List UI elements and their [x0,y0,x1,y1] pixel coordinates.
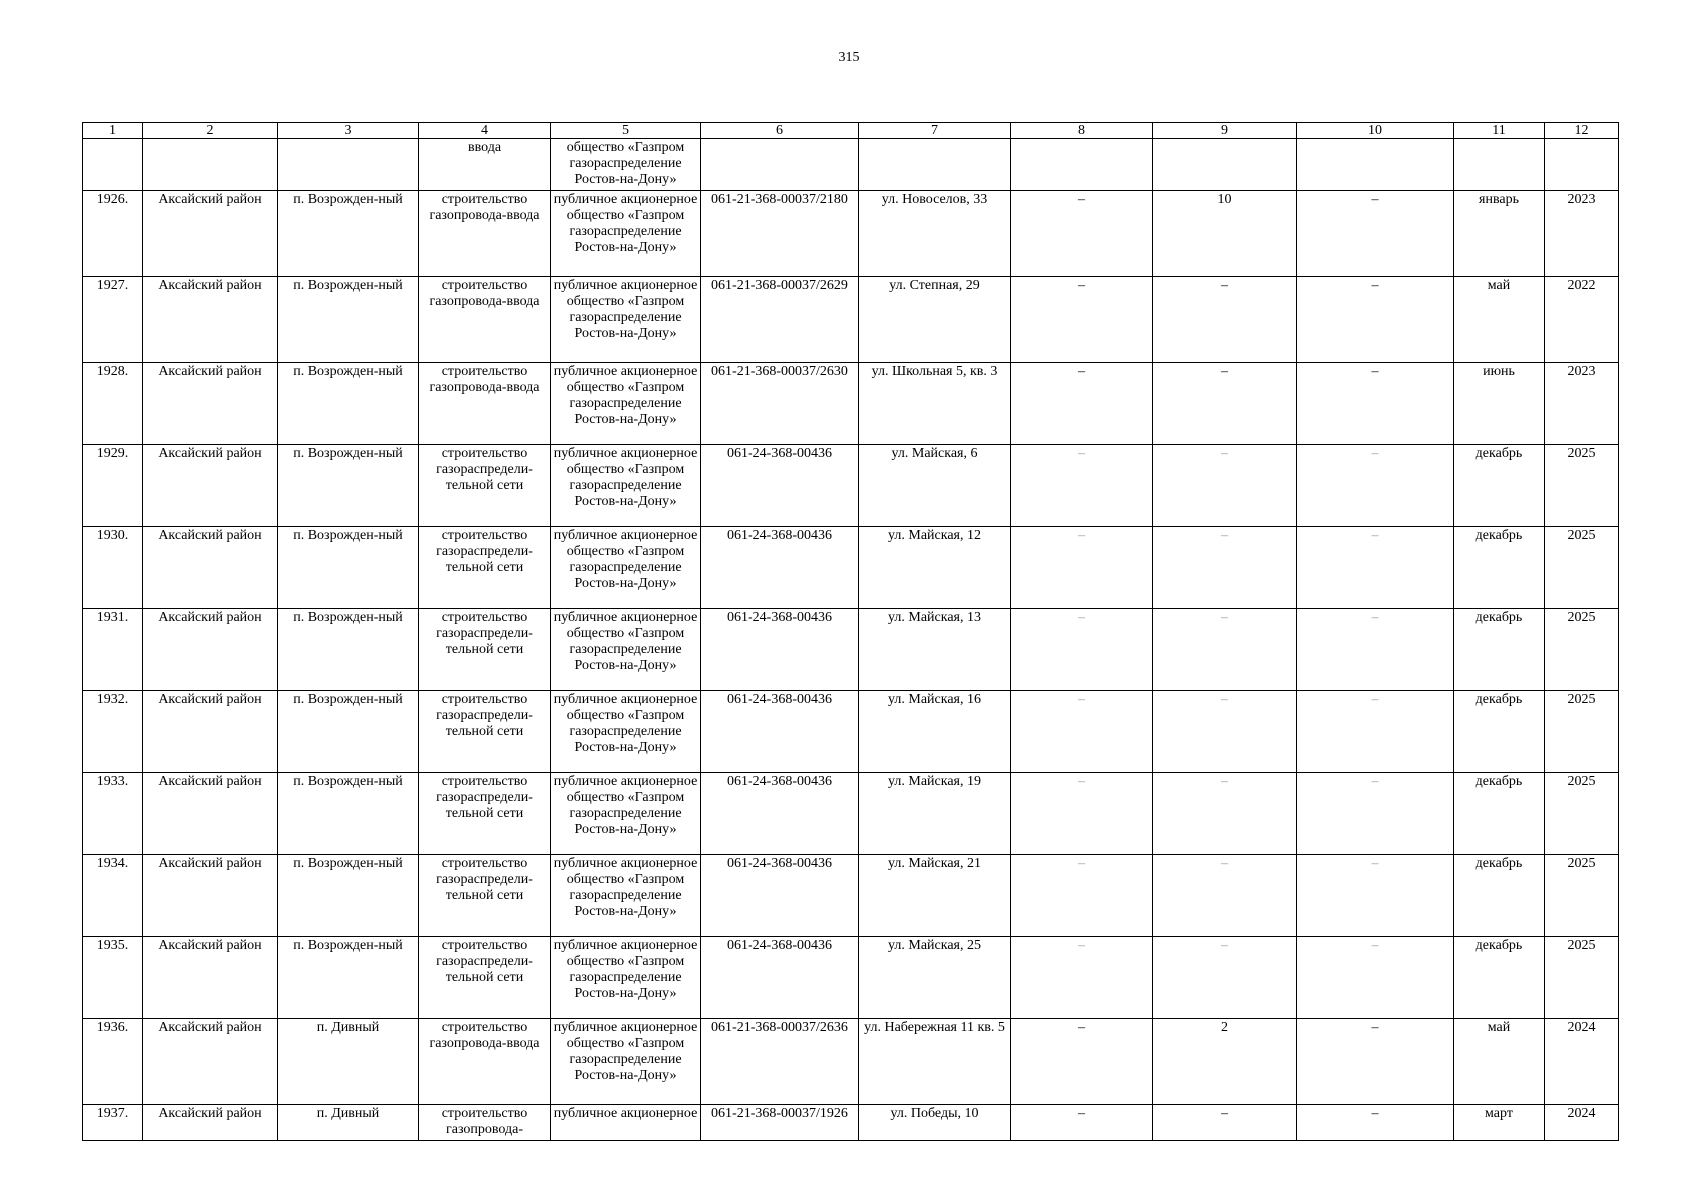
settlement-cell: п. Дивный [278,1105,419,1141]
col10-cell: – [1297,363,1454,445]
settlement-cell: п. Возрожден-ный [278,773,419,855]
month-cell: декабрь [1454,609,1545,691]
col8-cell: – [1011,277,1153,363]
table-row [83,609,1619,691]
row-number: 1933. [83,773,143,855]
organization-cell: публичное акционерное общество «Газпром газораспределение Ростов-на-Дону» [551,691,701,773]
code-cell: 061-21-368-00037/2180 [701,191,859,277]
district-cell: Аксайский район [143,277,278,363]
district-cell: Аксайский район [143,1105,278,1141]
address-cell: ул. Майская, 16 [859,691,1011,773]
col8-cell: – [1011,527,1153,609]
address-cell: ул. Майская, 6 [859,445,1011,527]
col10-cell: – [1297,773,1454,855]
month-cell: март [1454,1105,1545,1141]
column-header: 6 [701,123,859,139]
row-number: 1934. [83,855,143,937]
district-cell: Аксайский район [143,445,278,527]
row-number: 1928. [83,363,143,445]
address-cell: ул. Набережная 11 кв. 5 [859,1019,1011,1105]
table-row [83,691,1619,773]
col8-cell [1011,139,1153,191]
month-cell: декабрь [1454,445,1545,527]
column-header: 12 [1545,123,1619,139]
code-cell: 061-21-368-00037/2629 [701,277,859,363]
year-cell [1545,139,1619,191]
work-type-cell: строительство газопровода-ввода [419,1019,551,1105]
col9-cell: – [1153,277,1297,363]
year-cell: 2023 [1545,191,1619,277]
table-row [83,527,1619,609]
column-header: 7 [859,123,1011,139]
settlement-cell: п. Возрожден-ный [278,527,419,609]
organization-cell: публичное акционерное общество «Газпром газораспределение Ростов-на-Дону» [551,277,701,363]
settlement-cell: п. Возрожден-ный [278,191,419,277]
organization-cell: публичное акционерное [551,1105,701,1141]
code-cell: 061-24-368-00436 [701,691,859,773]
code-cell: 061-24-368-00436 [701,609,859,691]
row-number: 1926. [83,191,143,277]
organization-cell: общество «Газпром газораспределение Ростов-на-Дону» [551,139,701,191]
year-cell: 2024 [1545,1105,1619,1141]
district-cell: Аксайский район [143,937,278,1019]
year-cell: 2025 [1545,527,1619,609]
settlement-cell: п. Дивный [278,1019,419,1105]
col10-cell: – [1297,609,1454,691]
year-cell: 2025 [1545,937,1619,1019]
settlement-cell: п. Возрожден-ный [278,691,419,773]
col9-cell: – [1153,691,1297,773]
work-type-cell: строительство газопровода- [419,1105,551,1141]
column-header: 3 [278,123,419,139]
row-number: 1936. [83,1019,143,1105]
month-cell: декабрь [1454,527,1545,609]
district-cell: Аксайский район [143,191,278,277]
month-cell: декабрь [1454,691,1545,773]
settlement-cell: п. Возрожден-ный [278,277,419,363]
organization-cell: публичное акционерное общество «Газпром газораспределение Ростов-на-Дону» [551,445,701,527]
code-cell: 061-24-368-00436 [701,445,859,527]
work-type-cell: строительство газораспредели-тельной сети [419,937,551,1019]
code-cell: 061-24-368-00436 [701,855,859,937]
work-type-cell: строительство газораспредели-тельной сети [419,773,551,855]
year-cell: 2022 [1545,277,1619,363]
row-number: 1929. [83,445,143,527]
table-row [83,773,1619,855]
district-cell: Аксайский район [143,609,278,691]
work-type-cell: строительство газопровода-ввода [419,277,551,363]
col9-cell: – [1153,937,1297,1019]
code-cell: 061-24-368-00436 [701,773,859,855]
address-cell [859,139,1011,191]
col9-cell: – [1153,1105,1297,1141]
work-type-cell: строительство газораспредели-тельной сети [419,691,551,773]
table-row [83,445,1619,527]
code-cell [701,139,859,191]
address-cell: ул. Майская, 19 [859,773,1011,855]
table-row [83,1105,1619,1141]
settlement-cell: п. Возрожден-ный [278,609,419,691]
col10-cell: – [1297,937,1454,1019]
district-cell: Аксайский район [143,363,278,445]
table-row [83,191,1619,277]
table-row [83,937,1619,1019]
col9-cell [1153,139,1297,191]
organization-cell: публичное акционерное общество «Газпром газораспределение Ростов-на-Дону» [551,527,701,609]
col8-cell: – [1011,691,1153,773]
month-cell: май [1454,277,1545,363]
district-cell [143,139,278,191]
month-cell: декабрь [1454,773,1545,855]
settlement-cell: п. Возрожден-ный [278,445,419,527]
col9-cell: – [1153,609,1297,691]
code-cell: 061-21-368-00037/1926 [701,1105,859,1141]
work-type-cell: строительство газораспредели-тельной сети [419,445,551,527]
year-cell: 2024 [1545,1019,1619,1105]
column-header: 2 [143,123,278,139]
code-cell: 061-21-368-00037/2630 [701,363,859,445]
work-type-cell: строительство газораспредели-тельной сети [419,855,551,937]
column-header: 10 [1297,123,1454,139]
address-cell: ул. Майская, 21 [859,855,1011,937]
col10-cell: – [1297,1019,1454,1105]
col9-cell: 10 [1153,191,1297,277]
row-number: 1935. [83,937,143,1019]
col9-cell: 2 [1153,1019,1297,1105]
col9-cell: – [1153,527,1297,609]
work-type-cell: строительство газораспредели-тельной сети [419,527,551,609]
column-header: 8 [1011,123,1153,139]
organization-cell: публичное акционерное общество «Газпром газораспределение Ростов-на-Дону» [551,1019,701,1105]
organization-cell: публичное акционерное общество «Газпром газораспределение Ростов-на-Дону» [551,191,701,277]
row-number: 1937. [83,1105,143,1141]
row-number: 1932. [83,691,143,773]
organization-cell: публичное акционерное общество «Газпром газораспределение Ростов-на-Дону» [551,363,701,445]
row-number: 1930. [83,527,143,609]
col9-cell: – [1153,363,1297,445]
year-cell: 2025 [1545,609,1619,691]
work-type-cell: строительство газопровода-ввода [419,363,551,445]
col9-cell: – [1153,445,1297,527]
address-cell: ул. Новоселов, 33 [859,191,1011,277]
col10-cell: – [1297,191,1454,277]
col9-cell: – [1153,773,1297,855]
col10-cell: – [1297,527,1454,609]
address-cell: ул. Степная, 29 [859,277,1011,363]
year-cell: 2023 [1545,363,1619,445]
column-header: 1 [83,123,143,139]
registry-table [82,122,1619,1141]
code-cell: 061-21-368-00037/2636 [701,1019,859,1105]
table-row [83,139,1619,191]
code-cell: 061-24-368-00436 [701,527,859,609]
month-cell [1454,139,1545,191]
col8-cell: – [1011,609,1153,691]
col10-cell: – [1297,1105,1454,1141]
organization-cell: публичное акционерное общество «Газпром газораспределение Ростов-на-Дону» [551,609,701,691]
col8-cell: – [1011,191,1153,277]
year-cell: 2025 [1545,691,1619,773]
organization-cell: публичное акционерное общество «Газпром газораспределение Ростов-на-Дону» [551,773,701,855]
col8-cell: – [1011,937,1153,1019]
month-cell: декабрь [1454,937,1545,1019]
district-cell: Аксайский район [143,527,278,609]
address-cell: ул. Победы, 10 [859,1105,1011,1141]
year-cell: 2025 [1545,855,1619,937]
table-row [83,277,1619,363]
month-cell: январь [1454,191,1545,277]
column-header: 9 [1153,123,1297,139]
col8-cell: – [1011,1019,1153,1105]
col8-cell: – [1011,363,1153,445]
column-number-row [83,123,1619,139]
settlement-cell [278,139,419,191]
month-cell: май [1454,1019,1545,1105]
district-cell: Аксайский район [143,773,278,855]
col8-cell: – [1011,1105,1153,1141]
year-cell: 2025 [1545,445,1619,527]
row-number [83,139,143,191]
col10-cell: – [1297,445,1454,527]
col10-cell: – [1297,855,1454,937]
page-number: 315 [838,50,860,65]
settlement-cell: п. Возрожден-ный [278,363,419,445]
row-number: 1931. [83,609,143,691]
address-cell: ул. Майская, 25 [859,937,1011,1019]
organization-cell: публичное акционерное общество «Газпром газораспределение Ростов-на-Дону» [551,855,701,937]
work-type-cell: ввода [419,139,551,191]
column-header: 4 [419,123,551,139]
col8-cell: – [1011,773,1153,855]
col10-cell: – [1297,691,1454,773]
col10-cell [1297,139,1454,191]
col8-cell: – [1011,445,1153,527]
settlement-cell: п. Возрожден-ный [278,855,419,937]
address-cell: ул. Майская, 12 [859,527,1011,609]
column-header: 11 [1454,123,1545,139]
column-header: 5 [551,123,701,139]
address-cell: ул. Школьная 5, кв. 3 [859,363,1011,445]
month-cell: июнь [1454,363,1545,445]
year-cell: 2025 [1545,773,1619,855]
work-type-cell: строительство газопровода-ввода [419,191,551,277]
settlement-cell: п. Возрожден-ный [278,937,419,1019]
month-cell: декабрь [1454,855,1545,937]
organization-cell: публичное акционерное общество «Газпром газораспределение Ростов-на-Дону» [551,937,701,1019]
col10-cell: – [1297,277,1454,363]
table-row [83,1019,1619,1105]
col8-cell: – [1011,855,1153,937]
code-cell: 061-24-368-00436 [701,937,859,1019]
work-type-cell: строительство газораспредели-тельной сети [419,609,551,691]
district-cell: Аксайский район [143,691,278,773]
col9-cell: – [1153,855,1297,937]
district-cell: Аксайский район [143,855,278,937]
table-row [83,855,1619,937]
district-cell: Аксайский район [143,1019,278,1105]
row-number: 1927. [83,277,143,363]
address-cell: ул. Майская, 13 [859,609,1011,691]
table-row [83,363,1619,445]
